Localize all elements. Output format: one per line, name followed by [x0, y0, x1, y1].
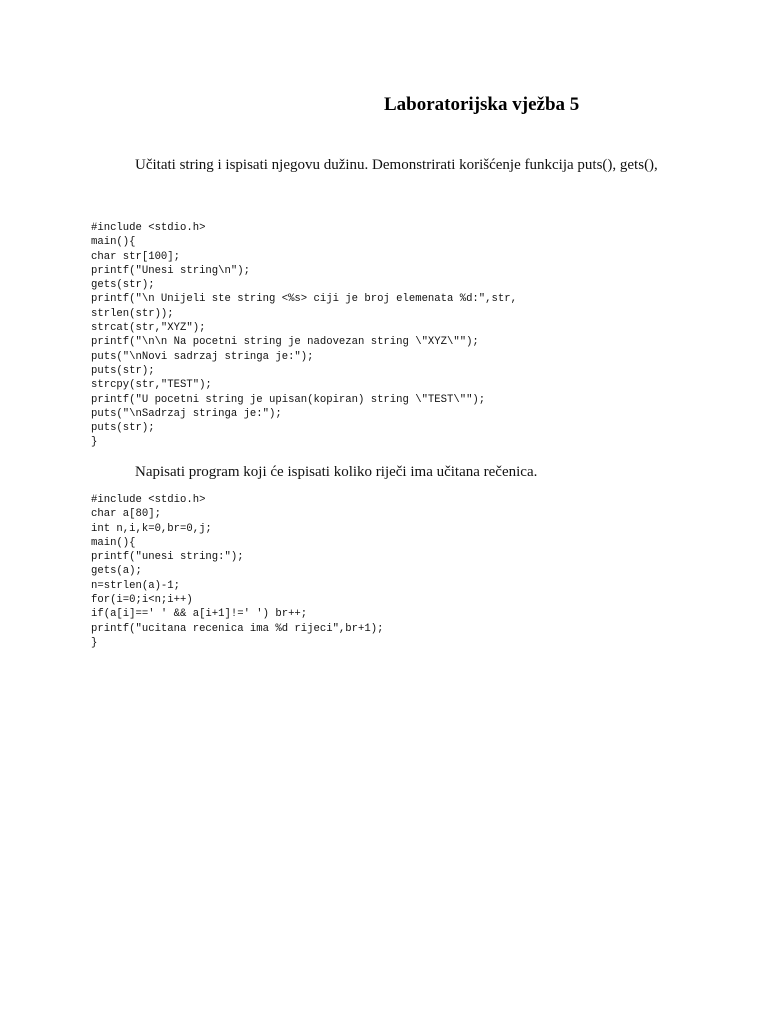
code-line: printf("\n Unijeli ste string <%s> ciji je broj elemenata %d:",str,: [91, 293, 517, 306]
code-line: puts(str);: [91, 422, 155, 435]
code-line: #include <stdio.h>: [91, 494, 206, 506]
code-line: }: [91, 636, 98, 649]
code-line: printf("Unesi string\n");: [91, 264, 250, 277]
code-line: strcat(str,"XYZ");: [91, 322, 206, 335]
code-line: strlen(str));: [91, 307, 174, 320]
code-line: puts("\nNovi sadrzaj stringa je:");: [91, 350, 314, 363]
code-line: gets(a);: [91, 565, 142, 578]
task-1-description: Učitati string i ispisati njegovu dužinu. Demonstrirati korišćenje funkcija puts(), gets(),: [135, 157, 658, 173]
code-line: strcpy(str,"TEST");: [91, 379, 212, 392]
code-line: gets(str);: [91, 279, 155, 292]
code-line: puts("\nSadrzaj stringa je:");: [91, 407, 282, 420]
code-block-1: [91, 221, 517, 450]
code-line: for(i=0;i<n;i++): [91, 594, 193, 607]
code-line: }: [91, 436, 98, 449]
code-line: if(a[i]==' ' && a[i+1]!=' ') br++;: [91, 608, 308, 621]
code-line: n=strlen(a)-1;: [91, 579, 181, 592]
code-line: printf("\n\n Na pocetni string je nadovezan string \"XYZ\"");: [91, 336, 479, 349]
code-line: #include <stdio.h>: [91, 222, 206, 234]
code-line: main(){: [91, 236, 136, 249]
code-line: char a[80];: [91, 508, 161, 521]
code-line: puts(str);: [91, 364, 155, 377]
task-2-description: Napisati program koji će ispisati koliko riječi ima učitana rečenica.: [135, 464, 538, 480]
code-line: printf("unesi string:");: [91, 551, 244, 564]
code-line: char str[100];: [91, 250, 181, 263]
code-line: printf("ucitana recenica ima %d rijeci",br+1);: [91, 622, 384, 635]
code-line: main(){: [91, 536, 136, 549]
page-title: Laboratorijska vježba 5: [384, 94, 580, 115]
code-block-2: [91, 493, 383, 650]
code-line: int n,i,k=0,br=0,j;: [91, 522, 212, 535]
code-line: printf("U pocetni string je upisan(kopiran) string \"TEST\"");: [91, 393, 486, 406]
